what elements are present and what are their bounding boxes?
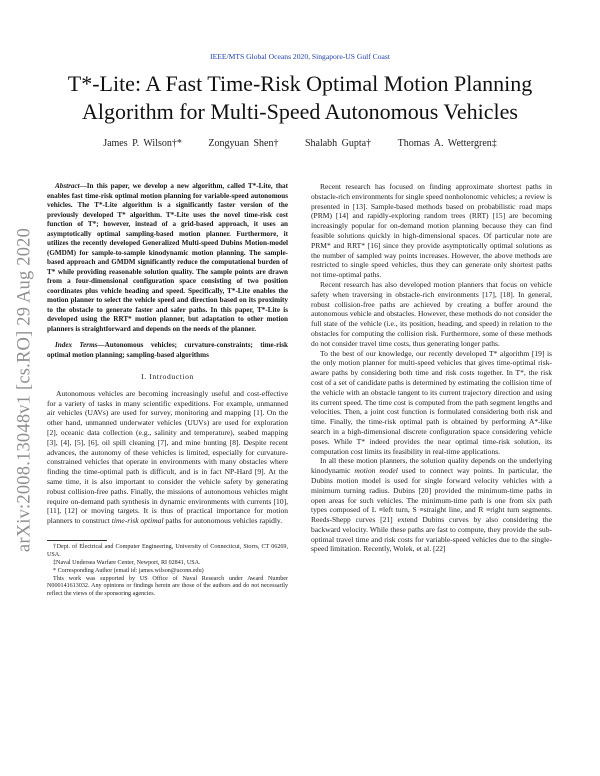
section-heading-introduction: I. Introduction (141, 372, 194, 381)
left-column (47, 182, 288, 599)
intro-text-b: paths for autonomous vehicles rapidly. (163, 516, 283, 526)
intro-paragraph (47, 389, 288, 526)
right-paragraph-1: Recent research has focused on finding approximate shortest paths in obstacle-rich environments for single speed nonholonomic vehicles; a review is presented in [13]. Sample-based methods based on probabilistic road maps (PRM) [14] and rapidly-exploring random trees (RRT) [15] are becoming increasingly popular for on-demand motion planning because they can find feasible solutions quickly in high-dimensional spaces. Of particular note are PRM* and RRT* [16] since they provide asymptotically optimal solutions as the number of sampled way points increases. However, the above methods are restricted to single speed vehicles, thus they can generate only shortest paths not time-optimal paths. (311, 182, 552, 280)
right-p4-text-a: In all these motion planners, the solution quality depends on the underlying kinodynamic (311, 456, 552, 476)
right-paragraph-4 (311, 456, 552, 554)
index-terms (47, 341, 288, 360)
conference-header: IEEE/MTS Global Oceans 2020, Singapore-US Gulf Coast (210, 52, 390, 61)
arxiv-sidebar (15, 200, 35, 580)
footnote-affiliation-2: ‡Naval Undersea Warfare Center, Newport, RI 02841, USA. (53, 559, 201, 566)
footnote-funding: This work was supported by US Office of Naval Research under Award Number N000141613032. Any opinions or findings herein are those of the authors and do not necessarily reflect the views of the sponsoring agencies. (47, 575, 288, 598)
author-4: Thomas A. Wettergren‡ (397, 138, 497, 149)
author-3: Shalabh Gupta† (304, 138, 372, 149)
right-paragraph-3: To the best of our knowledge, our recently developed T* algorithm [19] is the only motion planner for multi-speed vehicles that gives time-optimal risk-aware paths by considering both time and risk costs together. In T*, the risk cost of a set of candidate paths is determined by estimating the collision time of the vehicle with an obstacle tangent to its current trajectory direction and using its current speed. The time cost is computed from the path segment lengths and velocities. Then, a joint cost function is formulated considering both risk and time. Finally, the time-risk optimal path is obtained by performing A*-like search in a high-dimensional discrete configuration space considering vehicle poses. While T* indeed provides the near optimal time-risk solution, its computation cost limits its feasibility in real-time applications. (311, 348, 552, 456)
arxiv-identifier: arXiv:2008.13048v1 [cs.RO] 29 Aug 2020 (14, 227, 35, 553)
title-line-2: Algorithm for Multi-Speed Autonomous Vehicles (82, 99, 518, 124)
right-paragraph-2: Recent research has also developed motion planners that focus on vehicle safety when traversing in obstacle-rich environments [17], [18]. In general, robust collision-free paths are achieved by creating a buffer around the autonomous vehicle and obstacles. However, these methods do not consider the full state of the vehicle (i.e., its position, heading, and speed) in relation to the obstacles for computing the collision risk. Furthermore, some of these methods do not consider travel time costs, thus generating longer paths. (311, 279, 552, 348)
right-p4-emphasis: motion model (354, 466, 398, 476)
index-terms-text: —Autonomous vehicles; curvature-constraints; time-risk optimal motion planning; sampling-based algorithms (47, 341, 288, 359)
title-line-1: T*-Lite: A Fast Time-Risk Optimal Motion Planning (67, 71, 533, 96)
footnote-corresponding: * Corresponding Author (email id: james.wilson@uconn.edu) (53, 567, 204, 574)
index-terms-label: Index Terms (55, 341, 98, 349)
right-column (311, 182, 552, 554)
paper-title (40, 70, 560, 126)
footnote-affiliation-1: †Dept. of Electrical and Computer Engineering, University of Connecticut, Storrs, CT 06269, USA. (47, 543, 288, 558)
right-p4-text-b: used to connect way points. In particular, the Dubins motion model is used for single forward velocity vehicles with a minimum turning radius. Dubins [20] provided the minimum-time paths in open areas for such vehicles. The minimum-time path is one from six path types composed of L ≡left turn, S ≡straight line, and R ≡right turn segments. Reeds-Shepp curves [21] extend Dubins curves by also considering the backward velocity. While these paths are fast to compute, they provide the sub-optimal travel time and risk costs for variable-speed vehicles due to the single-speed limitation. Recently, Wolek, et al. [22] (311, 466, 552, 554)
author-list (0, 138, 600, 149)
intro-emphasis: time-risk optimal (111, 516, 164, 526)
author-1: James P. Wilson†* (103, 138, 182, 149)
author-2: Zongyuan Shen† (208, 138, 279, 149)
intro-text-a: Autonomous vehicles are becoming increasingly useful and cost-effective for a variety of tasks in many scientific expeditions. For example, unmanned air vehicles (UAVs) are used for survey, monitoring and mapping [1]. On the other hand, unmanned underwater vehicles (UUVs) are used for exploration [2], oceanic data collection (e.g., salinity and temperature), seabed mapping [3], [4], [5], [6], oil spill cleaning [7], and mine hunting [8]. Despite recent advances, the autonomy of these vehicles is limited, especially for curvature-constrained vehicles that operate in environments with many obstacles where finding the time-optimal path is difficult, and is in fact NP-Hard [9]. At the same time, it is also important to consider the vehicle safety by generating robust collision-free paths. Finally, the missions of autonomous vehicles might require on-demand path synthesis in dynamic environments with currents [10], [11], [12] or moving targets. It is thus of practical importance for motion planners to construct (47, 388, 288, 526)
abstract (47, 182, 288, 334)
footnote-rule (47, 540, 107, 541)
abstract-label: Abstract (55, 182, 80, 190)
abstract-text: —In this paper, we develop a new algorithm, called T*-Lite, that enables fast time-risk optimal motion planning for variable-speed autonomous vehicles. The T*-Lite algorithm is a significantly faster version of the previously developed T* algorithm. T*-Lite uses the novel time-risk cost function of T*; however, instead of a grid-based approach, it uses an asymptotically optimal sampling-based motion planner. Furthermore, it utilizes the recently developed Generalized Multi-speed Dubins Motion-model (GMDM) for sample-to-sample kinodynamic motion planning. The sample-based approach and GMDM significantly reduce the computational burden of T* while providing reasonable solution quality. The sample points are drawn from a four-dimensional configuration space consisting of two position coordinates plus vehicle heading and speed. Specifically, T*-Lite enables the motion planner to select the vehicle speed and direction based on its proximity to the obstacle to generate faster and safer paths. In this paper, T*-Lite is developed using the RRT* motion planner, but adaptation to other motion planners is straightforward and depends on the needs of the planner. (47, 182, 288, 333)
